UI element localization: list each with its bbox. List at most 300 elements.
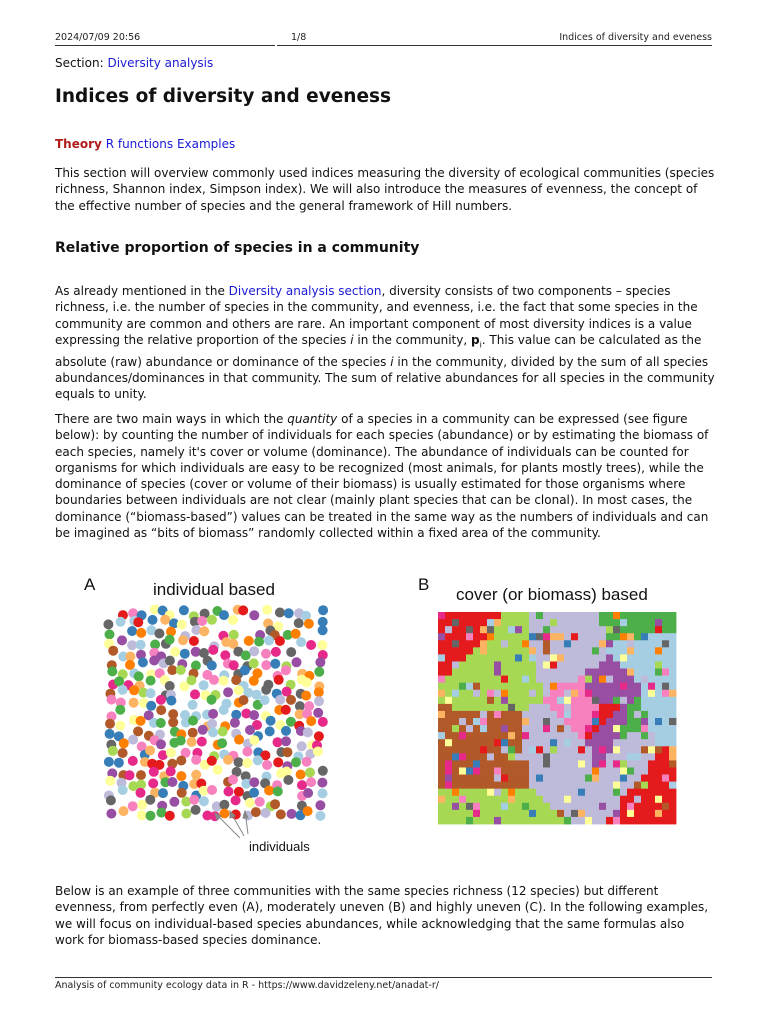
cover-cell bbox=[480, 718, 487, 725]
cover-cell bbox=[494, 760, 501, 767]
cover-cell bbox=[466, 704, 473, 711]
cover-cell bbox=[452, 612, 459, 619]
individual-dot bbox=[167, 777, 177, 787]
cover-cell bbox=[620, 661, 627, 668]
cover-cell bbox=[655, 683, 662, 690]
cover-cell bbox=[648, 753, 655, 760]
individual-dot bbox=[189, 636, 199, 646]
individual-dot bbox=[116, 617, 126, 627]
cover-cell bbox=[599, 626, 606, 633]
cover-cell bbox=[648, 633, 655, 640]
cover-cell bbox=[599, 654, 606, 661]
cover-cell bbox=[459, 789, 466, 796]
cover-cell bbox=[564, 732, 571, 739]
cover-cell bbox=[571, 753, 578, 760]
individual-dot bbox=[119, 806, 129, 816]
header-rule-right bbox=[277, 45, 712, 46]
cover-cell bbox=[571, 718, 578, 725]
cover-cell bbox=[599, 690, 606, 697]
individual-dot bbox=[156, 705, 166, 715]
cover-cell bbox=[452, 633, 459, 640]
individual-dot bbox=[167, 665, 177, 675]
individual-dot bbox=[318, 766, 328, 776]
cover-cell bbox=[452, 654, 459, 661]
cover-cell bbox=[508, 697, 515, 704]
individual-dot bbox=[148, 778, 158, 788]
cover-cell bbox=[641, 810, 648, 817]
cover-cell bbox=[522, 633, 529, 640]
individual-dot bbox=[136, 640, 146, 650]
cover-cell bbox=[459, 767, 466, 774]
cover-cell bbox=[648, 782, 655, 789]
individual-dot bbox=[260, 695, 270, 705]
cover-cell bbox=[669, 775, 676, 782]
cover-cell bbox=[564, 725, 571, 732]
cover-cell bbox=[613, 739, 620, 746]
intro-paragraph: This section will overview commonly used indices measuring the diversity of ecological communities (species richness, Shannon index, Simpson index). We will also introduce the measures of evenness, the concept of the effective number of species and the general framework of Hill numbers. bbox=[55, 166, 715, 213]
cover-cell bbox=[578, 619, 585, 626]
cover-cell bbox=[599, 796, 606, 803]
cover-cell bbox=[480, 739, 487, 746]
individual-dot bbox=[207, 756, 217, 766]
cover-cell bbox=[522, 810, 529, 817]
cover-cell bbox=[662, 718, 669, 725]
individual-dot bbox=[238, 605, 248, 615]
cover-cell bbox=[613, 697, 620, 704]
cover-cell bbox=[655, 767, 662, 774]
cover-cell bbox=[480, 732, 487, 739]
individual-dot bbox=[249, 658, 259, 668]
cover-cell bbox=[438, 690, 445, 697]
individual-dot bbox=[313, 747, 323, 757]
individual-dot bbox=[119, 738, 129, 748]
cover-cell bbox=[536, 718, 543, 725]
cover-cell bbox=[494, 775, 501, 782]
cover-cell bbox=[508, 810, 515, 817]
cover-cell bbox=[515, 739, 522, 746]
cover-cell bbox=[578, 789, 585, 796]
individual-dot bbox=[138, 657, 148, 667]
cover-cell bbox=[508, 626, 515, 633]
cover-cell bbox=[466, 676, 473, 683]
individual-dot bbox=[169, 797, 179, 807]
cover-cell bbox=[543, 612, 550, 619]
cover-cell bbox=[557, 746, 564, 753]
cover-cell bbox=[550, 626, 557, 633]
cover-cell bbox=[606, 619, 613, 626]
cover-cell bbox=[620, 619, 627, 626]
cover-cell bbox=[494, 746, 501, 753]
individual-dot bbox=[209, 675, 219, 685]
cover-cell bbox=[466, 661, 473, 668]
individual-dot bbox=[228, 775, 238, 785]
cover-cell bbox=[578, 725, 585, 732]
cover-cell bbox=[480, 803, 487, 810]
cover-cell bbox=[592, 753, 599, 760]
cover-cell bbox=[627, 753, 634, 760]
cover-cell bbox=[669, 810, 676, 817]
cover-cell bbox=[445, 739, 452, 746]
cover-cell bbox=[669, 796, 676, 803]
cover-cell bbox=[452, 775, 459, 782]
cover-cell bbox=[669, 803, 676, 810]
cover-cell bbox=[445, 640, 452, 647]
cover-cell bbox=[585, 676, 592, 683]
cover-cell bbox=[452, 661, 459, 668]
individual-dot bbox=[127, 626, 137, 636]
cover-cell bbox=[627, 683, 634, 690]
cover-cell bbox=[557, 775, 564, 782]
cover-cell bbox=[627, 690, 634, 697]
cover-cell bbox=[445, 683, 452, 690]
cover-cell bbox=[655, 697, 662, 704]
individual-dot bbox=[146, 811, 156, 821]
cover-cell bbox=[599, 683, 606, 690]
cover-cell bbox=[627, 661, 634, 668]
cover-cell bbox=[634, 796, 641, 803]
cover-cell bbox=[662, 775, 669, 782]
cover-cell bbox=[515, 753, 522, 760]
cover-cell bbox=[550, 782, 557, 789]
cover-cell bbox=[459, 704, 466, 711]
cover-cell bbox=[522, 767, 529, 774]
cover-cell bbox=[669, 654, 676, 661]
cover-cell bbox=[515, 711, 522, 718]
cover-cell bbox=[438, 760, 445, 767]
cover-cell bbox=[529, 633, 536, 640]
cover-cell bbox=[438, 789, 445, 796]
cover-cell bbox=[508, 725, 515, 732]
cover-cell bbox=[487, 760, 494, 767]
cover-cell bbox=[459, 760, 466, 767]
cover-cell bbox=[634, 690, 641, 697]
cover-cell bbox=[662, 711, 669, 718]
cover-cell bbox=[606, 612, 613, 619]
cover-cell bbox=[529, 732, 536, 739]
cover-cell bbox=[480, 661, 487, 668]
cover-cell bbox=[655, 775, 662, 782]
cover-cell bbox=[571, 775, 578, 782]
cover-cell bbox=[564, 775, 571, 782]
paragraph-quantity bbox=[55, 411, 715, 541]
individual-dot bbox=[177, 788, 187, 798]
cover-cell bbox=[529, 810, 536, 817]
individual-dot bbox=[253, 755, 263, 765]
cover-cell bbox=[529, 704, 536, 711]
individual-dot bbox=[315, 657, 325, 667]
individual-dot bbox=[180, 649, 190, 659]
cover-cell bbox=[501, 718, 508, 725]
cover-cell bbox=[634, 669, 641, 676]
cover-cell bbox=[662, 683, 669, 690]
individual-dot bbox=[208, 709, 218, 719]
cover-cell bbox=[662, 690, 669, 697]
cover-cell bbox=[578, 732, 585, 739]
cover-cell bbox=[445, 704, 452, 711]
individual-dot bbox=[217, 738, 227, 748]
cover-cell bbox=[655, 718, 662, 725]
cover-cell bbox=[529, 711, 536, 718]
cover-cell bbox=[445, 760, 452, 767]
cover-cell bbox=[606, 654, 613, 661]
cover-cell bbox=[571, 711, 578, 718]
cover-cell bbox=[438, 803, 445, 810]
individual-dot bbox=[249, 676, 259, 686]
cover-cell bbox=[438, 796, 445, 803]
individual-dot bbox=[118, 685, 128, 695]
individual-dot bbox=[189, 795, 199, 805]
cover-cell bbox=[473, 633, 480, 640]
cover-cell bbox=[515, 626, 522, 633]
cover-cell bbox=[641, 690, 648, 697]
cover-cell bbox=[515, 782, 522, 789]
cover-cell bbox=[634, 753, 641, 760]
cover-cell bbox=[578, 782, 585, 789]
cover-cell bbox=[627, 711, 634, 718]
cover-cell bbox=[522, 711, 529, 718]
cover-cell bbox=[459, 796, 466, 803]
cover-cell bbox=[599, 810, 606, 817]
cover-cell bbox=[522, 626, 529, 633]
cover-cell bbox=[585, 647, 592, 654]
cover-cell bbox=[627, 760, 634, 767]
cover-cell bbox=[585, 619, 592, 626]
cover-cell bbox=[445, 697, 452, 704]
individual-dot bbox=[303, 727, 313, 737]
cover-cell bbox=[613, 612, 620, 619]
cover-cell bbox=[494, 810, 501, 817]
cover-cell bbox=[648, 725, 655, 732]
cover-cell bbox=[599, 669, 606, 676]
individual-dot bbox=[261, 649, 271, 659]
cover-cell bbox=[529, 640, 536, 647]
cover-cell bbox=[452, 803, 459, 810]
cover-cell bbox=[452, 732, 459, 739]
cover-cell bbox=[641, 817, 648, 824]
tab-examples[interactable]: Examples bbox=[176, 137, 236, 151]
individual-dot bbox=[129, 698, 139, 708]
cover-cell bbox=[487, 640, 494, 647]
tab-theory[interactable]: Theory bbox=[55, 137, 102, 151]
cover-cell bbox=[536, 626, 543, 633]
cover-cell bbox=[438, 739, 445, 746]
cover-cell bbox=[634, 619, 641, 626]
cover-cell bbox=[641, 775, 648, 782]
cover-cell bbox=[634, 626, 641, 633]
individual-dot bbox=[127, 640, 137, 650]
cover-cell bbox=[466, 633, 473, 640]
cover-cell bbox=[564, 739, 571, 746]
cover-cell bbox=[473, 690, 480, 697]
cover-cell bbox=[501, 732, 508, 739]
cover-cell bbox=[494, 767, 501, 774]
cover-cell bbox=[445, 633, 452, 640]
cover-cell bbox=[529, 626, 536, 633]
cover-cell bbox=[669, 683, 676, 690]
cover-cell bbox=[669, 746, 676, 753]
cover-cell bbox=[515, 725, 522, 732]
cover-cell bbox=[459, 669, 466, 676]
cover-cell bbox=[557, 690, 564, 697]
cover-cell bbox=[669, 725, 676, 732]
cover-cell bbox=[606, 796, 613, 803]
cover-cell bbox=[620, 626, 627, 633]
cover-cell bbox=[522, 654, 529, 661]
individual-dot bbox=[219, 809, 229, 819]
cover-cell bbox=[564, 803, 571, 810]
cover-cell bbox=[620, 690, 627, 697]
cover-cell bbox=[606, 725, 613, 732]
cover-cell bbox=[536, 647, 543, 654]
paragraph-three-communities: Below is an example of three communities with the same species richness (12 species) but different evenness, from perfectly even (A), moderately uneven (B) and highly uneven (C). In the following examples, we will focus on individual-based species abundances, while acknowledging that the same formulas also work for biomass-based species dominance. bbox=[55, 884, 709, 947]
cover-cell bbox=[522, 676, 529, 683]
cover-cell bbox=[557, 817, 564, 824]
cover-cell bbox=[550, 661, 557, 668]
individual-dot bbox=[197, 737, 207, 747]
cover-cell bbox=[634, 810, 641, 817]
tab-bar bbox=[55, 137, 235, 151]
cover-cell bbox=[599, 640, 606, 647]
cover-cell bbox=[627, 704, 634, 711]
individual-dot bbox=[128, 735, 138, 745]
individual-dot bbox=[115, 705, 125, 715]
cover-cell bbox=[508, 633, 515, 640]
cover-cell bbox=[634, 767, 641, 774]
cover-cell bbox=[620, 817, 627, 824]
individual-dot bbox=[313, 708, 323, 718]
cover-cell bbox=[613, 661, 620, 668]
cover-cell bbox=[445, 690, 452, 697]
cover-cell bbox=[536, 661, 543, 668]
cover-cell bbox=[459, 619, 466, 626]
cover-cell bbox=[508, 640, 515, 647]
individual-dot bbox=[223, 755, 233, 765]
individuals-panel bbox=[103, 605, 328, 822]
cover-cell bbox=[494, 697, 501, 704]
cover-cell bbox=[487, 767, 494, 774]
cover-cell bbox=[606, 803, 613, 810]
cover-cell bbox=[634, 683, 641, 690]
cover-cell bbox=[599, 697, 606, 704]
cover-cell bbox=[620, 683, 627, 690]
cover-cell bbox=[564, 661, 571, 668]
diversity-section-link[interactable]: Diversity analysis section bbox=[228, 284, 382, 298]
tab-r-functions[interactable]: R functions bbox=[105, 137, 174, 151]
cover-cell bbox=[515, 640, 522, 647]
cover-cell bbox=[487, 683, 494, 690]
cover-cell bbox=[501, 633, 508, 640]
cover-cell bbox=[473, 669, 480, 676]
cover-cell bbox=[585, 782, 592, 789]
cover-cell bbox=[508, 718, 515, 725]
cover-cell bbox=[655, 782, 662, 789]
individual-dot bbox=[317, 778, 327, 788]
cover-cell bbox=[501, 697, 508, 704]
cover-cell bbox=[599, 732, 606, 739]
cover-cell bbox=[571, 633, 578, 640]
cover-cell bbox=[536, 704, 543, 711]
cover-cell bbox=[585, 803, 592, 810]
cover-cell bbox=[466, 640, 473, 647]
section-link[interactable]: Diversity analysis bbox=[107, 56, 214, 70]
individual-dot bbox=[190, 689, 200, 699]
cover-cell bbox=[557, 718, 564, 725]
cover-cell bbox=[466, 810, 473, 817]
cover-cell bbox=[662, 789, 669, 796]
section-heading: Relative proportion of species in a community bbox=[55, 240, 420, 256]
individual-dot bbox=[242, 758, 252, 768]
cover-cell bbox=[585, 626, 592, 633]
individual-dot bbox=[296, 770, 306, 780]
individual-dot bbox=[317, 640, 327, 650]
cover-cell bbox=[466, 775, 473, 782]
cover-cell bbox=[655, 725, 662, 732]
cover-cell bbox=[648, 669, 655, 676]
cover-cell bbox=[522, 789, 529, 796]
individual-dot bbox=[187, 675, 197, 685]
individual-dot bbox=[261, 660, 271, 670]
cover-cell bbox=[522, 782, 529, 789]
cover-cell bbox=[634, 803, 641, 810]
cover-cell bbox=[459, 711, 466, 718]
individual-dot bbox=[136, 788, 146, 798]
cover-cell bbox=[599, 760, 606, 767]
cover-cell bbox=[487, 654, 494, 661]
individual-dot bbox=[318, 788, 328, 798]
cover-cell bbox=[606, 669, 613, 676]
cover-cell bbox=[648, 626, 655, 633]
cover-cell bbox=[648, 676, 655, 683]
cover-cell bbox=[648, 619, 655, 626]
cover-cell bbox=[543, 640, 550, 647]
cover-cell bbox=[466, 753, 473, 760]
individual-dot bbox=[106, 795, 116, 805]
cover-cell bbox=[529, 739, 536, 746]
individual-dot bbox=[245, 798, 255, 808]
cover-cell bbox=[557, 633, 564, 640]
individual-dot bbox=[273, 786, 283, 796]
cover-cell bbox=[648, 697, 655, 704]
individual-dot bbox=[103, 619, 113, 629]
cover-cell bbox=[459, 810, 466, 817]
cover-cell bbox=[452, 782, 459, 789]
para2-text: There are two main ways in which the bbox=[55, 412, 288, 426]
cover-cell bbox=[599, 739, 606, 746]
individual-dot bbox=[261, 808, 271, 818]
cover-cell bbox=[606, 739, 613, 746]
cover-cell bbox=[452, 676, 459, 683]
cover-cell bbox=[522, 690, 529, 697]
cover-cell bbox=[599, 633, 606, 640]
cover-cell bbox=[536, 775, 543, 782]
cover-cell bbox=[515, 676, 522, 683]
cover-cell bbox=[452, 640, 459, 647]
cover-cell bbox=[571, 697, 578, 704]
cover-cell bbox=[592, 789, 599, 796]
individual-dot bbox=[281, 726, 291, 736]
individual-dot bbox=[262, 760, 272, 770]
cover-cell bbox=[599, 619, 606, 626]
cover-cell bbox=[529, 619, 536, 626]
cover-cell bbox=[627, 626, 634, 633]
cover-cell bbox=[571, 647, 578, 654]
cover-cell bbox=[620, 640, 627, 647]
para1-text: . This value can be calculated as the absolute (raw) abundance or dominance of the species bbox=[55, 332, 702, 369]
cover-cell bbox=[452, 683, 459, 690]
cover-cell bbox=[564, 704, 571, 711]
cover-cell bbox=[550, 633, 557, 640]
cover-cell bbox=[473, 626, 480, 633]
